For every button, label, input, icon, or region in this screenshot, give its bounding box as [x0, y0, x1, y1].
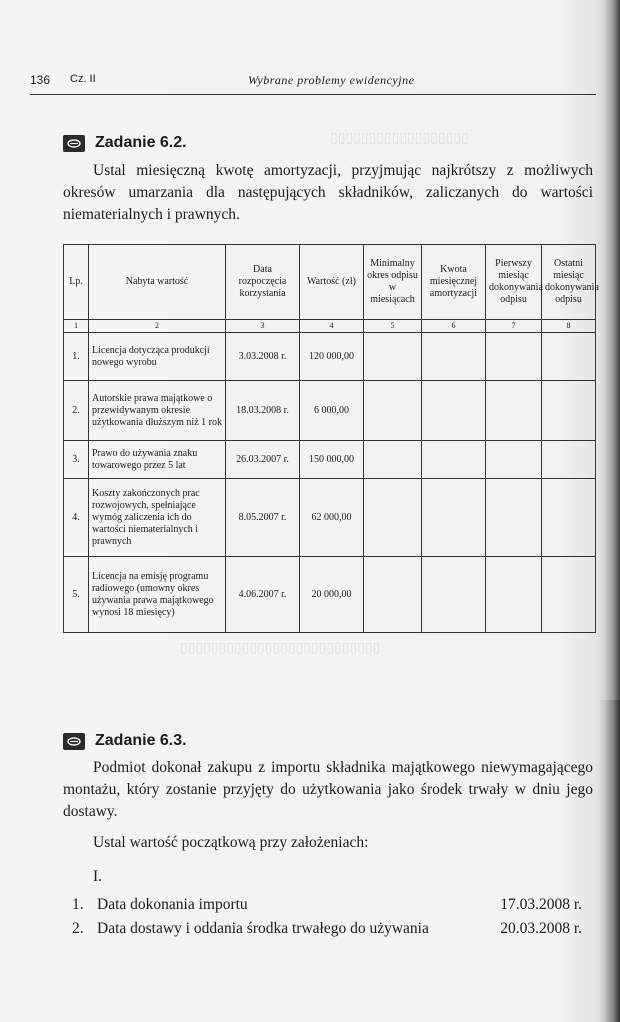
row-number: 5.: [64, 557, 89, 633]
task-instruction-content: Ustal wartość początkową przy założeniach:: [93, 834, 369, 851]
task-heading-6-2: [63, 134, 187, 152]
col-number: 1: [64, 320, 89, 333]
task-heading-6-3: [63, 732, 187, 750]
empty-cell: [486, 381, 542, 441]
empty-cell: [542, 441, 596, 479]
empty-cell: [364, 333, 422, 381]
start-date: 8.05.2007 r.: [226, 479, 300, 557]
list-item: [72, 893, 592, 917]
asset-value: 62 000,00: [300, 479, 364, 557]
empty-cell: [364, 381, 422, 441]
item-number: 1.: [72, 896, 84, 913]
empty-cell: [364, 557, 422, 633]
asset-name: Autorskie prawa majątkowe o przewidywanym okresie użytkowania dłuższym niż 1 rok: [89, 381, 226, 441]
task-title: Zadanie 6.3.: [95, 732, 187, 749]
item-date: 17.03.2008 r.: [500, 896, 582, 913]
asset-value: 20 000,00: [300, 557, 364, 633]
col-header: Ostatni miesiąc dokonywania odpisu: [542, 245, 596, 320]
empty-cell: [486, 557, 542, 633]
col-number: 5: [364, 320, 422, 333]
start-date: 18.03.2008 r.: [226, 381, 300, 441]
col-header: Kwota miesięcznej amortyzacji: [422, 245, 486, 320]
empty-cell: [422, 381, 486, 441]
table-row: [64, 479, 596, 557]
empty-cell: [422, 441, 486, 479]
col-number: 3: [226, 320, 300, 333]
row-number: 1.: [64, 333, 89, 381]
asset-name: Licencja na emisję programu radiowego (umowny okres używania prawa majątkowego wynosi 18 miesięcy): [89, 557, 226, 633]
assets-table: [63, 244, 599, 633]
start-date: 3.03.2008 r.: [226, 333, 300, 381]
pencil-icon: [63, 733, 85, 750]
table-row: [64, 557, 596, 633]
empty-cell: [542, 333, 596, 381]
col-header: Minimalny okres odpisu w miesiącach: [364, 245, 422, 320]
col-number: 4: [300, 320, 364, 333]
running-title: Wybrane problemy ewidencyjne: [248, 73, 415, 87]
section-label: [63, 866, 593, 888]
section-label-text: I.: [93, 868, 103, 885]
empty-cell: [542, 479, 596, 557]
task-text-content: Ustal miesięczną kwotę amortyzacji, przyjmując najkrótszy z możliwych okresów umarzania dla następujących składników, zaliczanych do wartości niematerialnych i prawnych.: [63, 162, 593, 223]
asset-value: 150 000,00: [300, 441, 364, 479]
col-header: Nabyta wartość: [89, 245, 226, 320]
asset-name: Koszty zakończonych prac rozwojowych, spełniające wymóg zaliczenia ich do wartości niematerialnych i prawnych: [89, 479, 226, 557]
empty-cell: [542, 557, 596, 633]
empty-cell: [364, 479, 422, 557]
table-header-row: [64, 245, 596, 320]
pencil-icon: [63, 135, 85, 152]
col-number: 6: [422, 320, 486, 333]
start-date: 4.06.2007 r.: [226, 557, 300, 633]
empty-cell: [364, 441, 422, 479]
assumptions-list: [72, 893, 592, 941]
task-text-content: Podmiot dokonał zakupu z importu składnika majątkowego niewymagającego montażu, który zostanie przyjęty do użytkowania jako środek trwały w dniu jego dostawy.: [63, 759, 593, 820]
row-number: 4.: [64, 479, 89, 557]
col-number: 7: [486, 320, 542, 333]
empty-cell: [422, 333, 486, 381]
empty-cell: [542, 381, 596, 441]
table-row: [64, 381, 596, 441]
col-header: Lp.: [64, 245, 89, 320]
col-header: Data rozpoczęcia korzystania: [226, 245, 300, 320]
bleed-through-text: ▯▯▯▯▯▯▯▯▯▯▯▯▯▯▯▯▯▯: [330, 131, 469, 146]
asset-name: Licencja dotycząca produkcji nowego wyrobu: [89, 333, 226, 381]
chapter-label: Cz. II: [70, 73, 96, 85]
task-text: [63, 757, 593, 823]
asset-value: 6 000,00: [300, 381, 364, 441]
column-number-row: [64, 320, 596, 333]
empty-cell: [486, 333, 542, 381]
page-number: 136: [30, 73, 51, 87]
empty-cell: [486, 479, 542, 557]
empty-cell: [486, 441, 542, 479]
bleed-through-text: ▯▯▯▯▯▯▯▯▯▯▯▯▯▯▯▯▯▯▯▯▯▯▯▯▯▯: [180, 641, 381, 656]
table-row: [64, 441, 596, 479]
list-item: [72, 917, 592, 941]
page-edge-shadow: [598, 700, 620, 1022]
col-header: Wartość (zł): [300, 245, 364, 320]
asset-name: Prawo do używania znaku towarowego przez 5 lat: [89, 441, 226, 479]
start-date: 26.03.2007 r.: [226, 441, 300, 479]
running-head: [30, 71, 596, 91]
item-date: 20.03.2008 r.: [500, 920, 582, 937]
header-rule: [30, 94, 596, 95]
asset-value: 120 000,00: [300, 333, 364, 381]
col-number: 8: [542, 320, 596, 333]
row-number: 3.: [64, 441, 89, 479]
empty-cell: [422, 479, 486, 557]
task-text: [63, 160, 593, 226]
row-number: 2.: [64, 381, 89, 441]
table-row: [64, 333, 596, 381]
col-header: Pierwszy miesiąc dokonywania odpisu: [486, 245, 542, 320]
item-text: Data dokonania importu: [97, 896, 248, 913]
item-number: 2.: [72, 920, 84, 937]
col-number: 2: [89, 320, 226, 333]
item-text: Data dostawy i oddania środka trwałego do używania: [97, 920, 429, 937]
task-title: Zadanie 6.2.: [95, 134, 187, 151]
empty-cell: [422, 557, 486, 633]
task-instruction: [63, 832, 593, 854]
